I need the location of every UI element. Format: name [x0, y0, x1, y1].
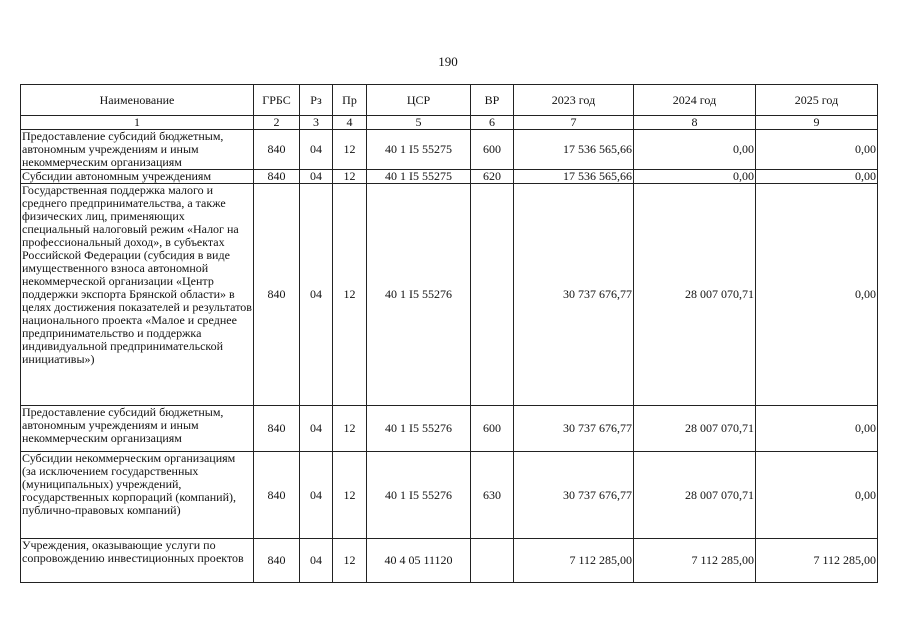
header-name: Наименование	[21, 85, 254, 116]
cell-csr: 40 1 I5 55276	[367, 452, 471, 539]
header-vr: ВР	[471, 85, 514, 116]
column-number: 7	[514, 116, 634, 130]
cell-2023: 17 536 565,66	[514, 130, 634, 170]
cell-pr: 12	[333, 539, 367, 583]
cell-vr	[471, 539, 514, 583]
cell-2024: 0,00	[634, 170, 756, 184]
cell-2023: 30 737 676,77	[514, 406, 634, 452]
column-number: 9	[756, 116, 878, 130]
cell-2024: 28 007 070,71	[634, 406, 756, 452]
cell-csr: 40 1 I5 55275	[367, 130, 471, 170]
cell-2025: 0,00	[756, 184, 878, 406]
header-rz: Рз	[300, 85, 333, 116]
column-number-row	[21, 116, 878, 130]
cell-2024: 0,00	[634, 130, 756, 170]
header-2025: 2025 год	[756, 85, 878, 116]
cell-2023: 7 112 285,00	[514, 539, 634, 583]
header-grbs: ГРБС	[254, 85, 300, 116]
row-name: Предоставление субсидий бюджетным, автономным учреждениям и иным некоммерческим организациям	[21, 130, 254, 170]
cell-csr: 40 1 I5 55276	[367, 184, 471, 406]
table-row	[21, 452, 878, 539]
cell-vr: 600	[471, 406, 514, 452]
cell-rz: 04	[300, 406, 333, 452]
header-csr: ЦСР	[367, 85, 471, 116]
cell-2025: 0,00	[756, 452, 878, 539]
header-2023: 2023 год	[514, 85, 634, 116]
cell-grbs: 840	[254, 130, 300, 170]
cell-vr: 630	[471, 452, 514, 539]
cell-csr: 40 1 I5 55276	[367, 406, 471, 452]
column-number: 4	[333, 116, 367, 130]
row-name: Государственная поддержка малого и среднего предпринимательства, а также физических лиц, применяющих специальный налоговый режим «Налог на профессиональный доход», в субъектах Российской Федерации (субсидия в виде имущественного взноса автономной некоммерческой организации «Центр поддержки экспорта Брянской области» в целях достижения показателей и результатов национального проекта «Малое и среднее предпринимательство и поддержка индивидуальной предпринимательской инициативы»)	[21, 184, 254, 406]
table-row	[21, 539, 878, 583]
cell-vr	[471, 184, 514, 406]
cell-rz: 04	[300, 130, 333, 170]
cell-2024: 7 112 285,00	[634, 539, 756, 583]
row-name: Субсидии автономным учреждениям	[21, 170, 254, 184]
cell-vr: 620	[471, 170, 514, 184]
column-number: 8	[634, 116, 756, 130]
cell-grbs: 840	[254, 452, 300, 539]
cell-pr: 12	[333, 452, 367, 539]
cell-pr: 12	[333, 130, 367, 170]
cell-vr: 600	[471, 130, 514, 170]
header-pr: Пр	[333, 85, 367, 116]
cell-2025: 0,00	[756, 406, 878, 452]
cell-rz: 04	[300, 170, 333, 184]
cell-2023: 30 737 676,77	[514, 452, 634, 539]
cell-2024: 28 007 070,71	[634, 184, 756, 406]
column-number: 3	[300, 116, 333, 130]
cell-2024: 28 007 070,71	[634, 452, 756, 539]
cell-csr: 40 1 I5 55275	[367, 170, 471, 184]
column-number: 6	[471, 116, 514, 130]
page-number: 190	[438, 54, 458, 69]
column-number: 2	[254, 116, 300, 130]
cell-2025: 7 112 285,00	[756, 539, 878, 583]
header-2024: 2024 год	[634, 85, 756, 116]
cell-pr: 12	[333, 406, 367, 452]
cell-pr: 12	[333, 184, 367, 406]
table-row	[21, 406, 878, 452]
table-row	[21, 130, 878, 170]
row-name: Субсидии некоммерческим организациям (за исключением государственных (муниципальных) учреждений, государственных корпораций (компаний), публично-правовых компаний)	[21, 452, 254, 539]
header-row	[21, 85, 878, 116]
table-row	[21, 184, 878, 406]
cell-rz: 04	[300, 539, 333, 583]
column-number: 1	[21, 116, 254, 130]
cell-2025: 0,00	[756, 170, 878, 184]
cell-csr: 40 4 05 11120	[367, 539, 471, 583]
row-name: Учреждения, оказывающие услуги по сопровождению инвестиционных проектов	[21, 539, 254, 583]
cell-2023: 17 536 565,66	[514, 170, 634, 184]
cell-rz: 04	[300, 184, 333, 406]
cell-grbs: 840	[254, 539, 300, 583]
table-row	[21, 170, 878, 184]
cell-rz: 04	[300, 452, 333, 539]
row-name: Предоставление субсидий бюджетным, автономным учреждениям и иным некоммерческим организациям	[21, 406, 254, 452]
cell-grbs: 840	[254, 406, 300, 452]
cell-2025: 0,00	[756, 130, 878, 170]
budget-table	[20, 84, 878, 583]
cell-2023: 30 737 676,77	[514, 184, 634, 406]
column-number: 5	[367, 116, 471, 130]
cell-grbs: 840	[254, 170, 300, 184]
cell-pr: 12	[333, 170, 367, 184]
cell-grbs: 840	[254, 184, 300, 406]
